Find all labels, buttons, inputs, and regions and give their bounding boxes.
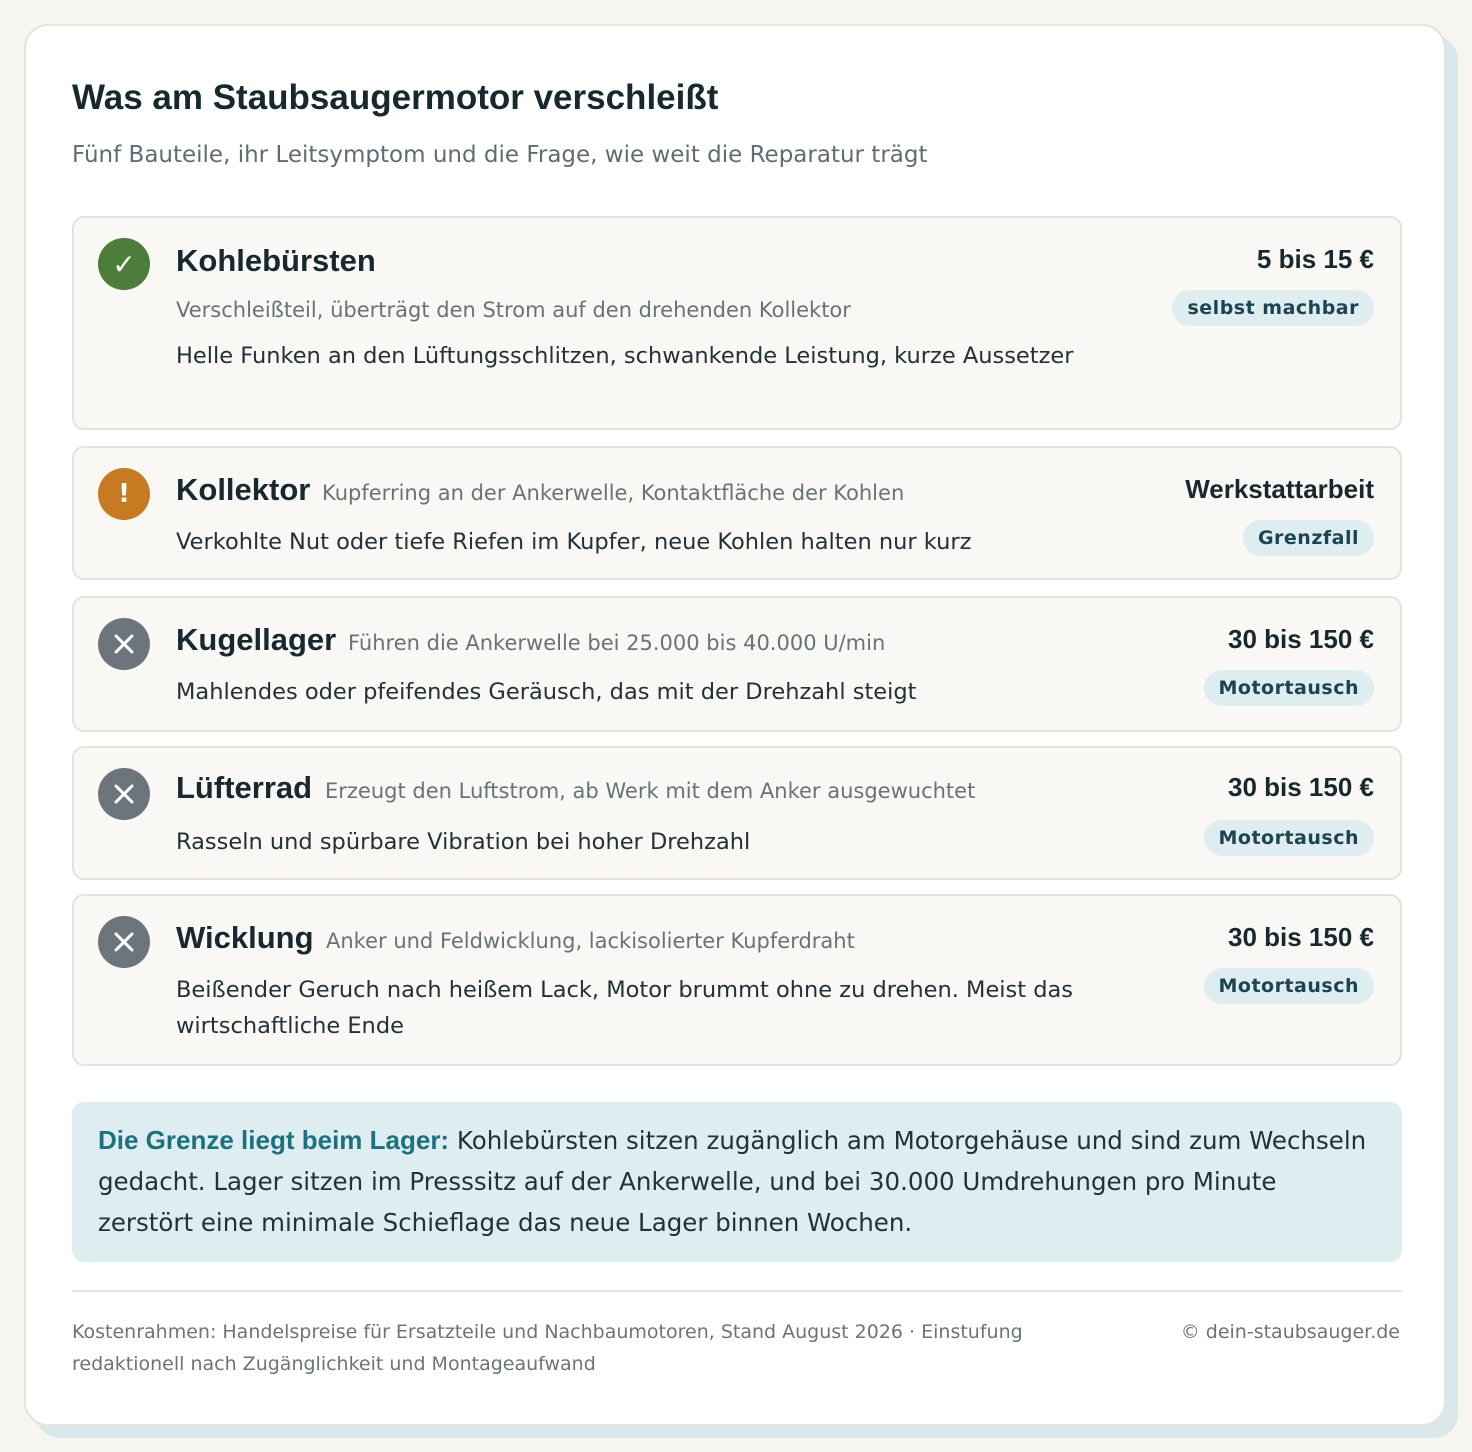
- part-row-wicklung: [72, 894, 1402, 1066]
- part-name: Kollektor: [176, 472, 311, 507]
- info-note: [72, 1102, 1402, 1262]
- part-name: Wicklung: [176, 920, 314, 955]
- part-description: Verschleißteil, überträgt den Strom auf den drehenden Kollektor: [176, 298, 851, 322]
- part-row-luefterrad: [72, 746, 1402, 880]
- cost-label: Werkstattarbeit: [1185, 474, 1374, 504]
- part-row-kohlebuersten: [72, 216, 1402, 430]
- note-lead: Die Grenze liegt beim Lager:: [98, 1125, 450, 1155]
- cross-icon: [98, 916, 150, 968]
- check-icon: ✓: [98, 238, 150, 290]
- cross-icon: [98, 618, 150, 670]
- part-row-kugellager: [72, 596, 1402, 732]
- info-card: [24, 24, 1446, 1426]
- cost-label: 30 bis 150 €: [1228, 922, 1374, 952]
- part-description: Erzeugt den Luftstrom, ab Werk mit dem Anker ausgewuchtet: [325, 779, 976, 803]
- footer-source: Kostenrahmen: Handelspreise für Ersatzteile und Nachbaumotoren, Stand August 2026 · Einstufung redaktionell nach Zugänglichkeit und Montageaufwand: [72, 1321, 1023, 1375]
- part-symptom: Verkohlte Nut oder tiefe Riefen im Kupfer, neue Kohlen halten nur kurz: [176, 529, 972, 555]
- page-subtitle: Fünf Bauteile, ihr Leitsymptom und die Frage, wie weit die Reparatur trägt: [72, 142, 928, 168]
- divider: [72, 1290, 1402, 1292]
- part-symptom: Helle Funken an den Lüftungsschlitzen, schwankende Leistung, kurze Aussetzer: [176, 343, 1074, 369]
- part-row-kollektor: [72, 446, 1402, 580]
- note-text: Kohlebürsten sitzen zugänglich am Motorgehäuse und sind zum Wechseln gedacht. Lager sitzen im Presssitz auf der Ankerwelle, und bei 30.000 Umdrehungen pro Minute zerstört eine minimale Schieflage das neue Lager binnen Wochen.: [98, 1126, 1367, 1237]
- status-badge: Motortausch: [1204, 820, 1375, 856]
- part-name: Kugellager: [176, 622, 337, 657]
- part-name: Kohlebürsten: [176, 243, 376, 278]
- part-description: Kupferring an der Ankerwelle, Kontaktfläche der Kohlen: [322, 481, 905, 505]
- cost-label: 30 bis 150 €: [1228, 772, 1374, 802]
- part-description: Führen die Ankerwelle bei 25.000 bis 40.000 U/min: [348, 631, 886, 655]
- part-name: Lüfterrad: [176, 770, 313, 805]
- status-badge: Grenzfall: [1243, 520, 1374, 556]
- part-symptom: Beißender Geruch nach heißem Lack, Motor brummt ohne zu drehen. Meist das wirtschaftliche Ende: [176, 977, 1074, 1039]
- cross-icon: [98, 768, 150, 820]
- part-symptom: Rasseln und spürbare Vibration bei hoher Drehzahl: [176, 829, 751, 855]
- cost-label: 5 bis 15 €: [1256, 244, 1374, 274]
- status-badge: Motortausch: [1204, 670, 1375, 706]
- page-title: Was am Staubsaugermotor verschleißt: [72, 78, 719, 117]
- cost-label: 30 bis 150 €: [1228, 624, 1374, 654]
- part-description: Anker und Feldwicklung, lackisolierter Kupferdraht: [326, 929, 855, 953]
- status-badge: selbst machbar: [1172, 290, 1374, 326]
- status-badge: Motortausch: [1204, 968, 1375, 1004]
- footer-copyright: © dein-staubsauger.de: [1180, 1321, 1400, 1343]
- exclamation-icon: !: [98, 468, 150, 520]
- part-symptom: Mahlendes oder pfeifendes Geräusch, das mit der Drehzahl steigt: [176, 679, 917, 705]
